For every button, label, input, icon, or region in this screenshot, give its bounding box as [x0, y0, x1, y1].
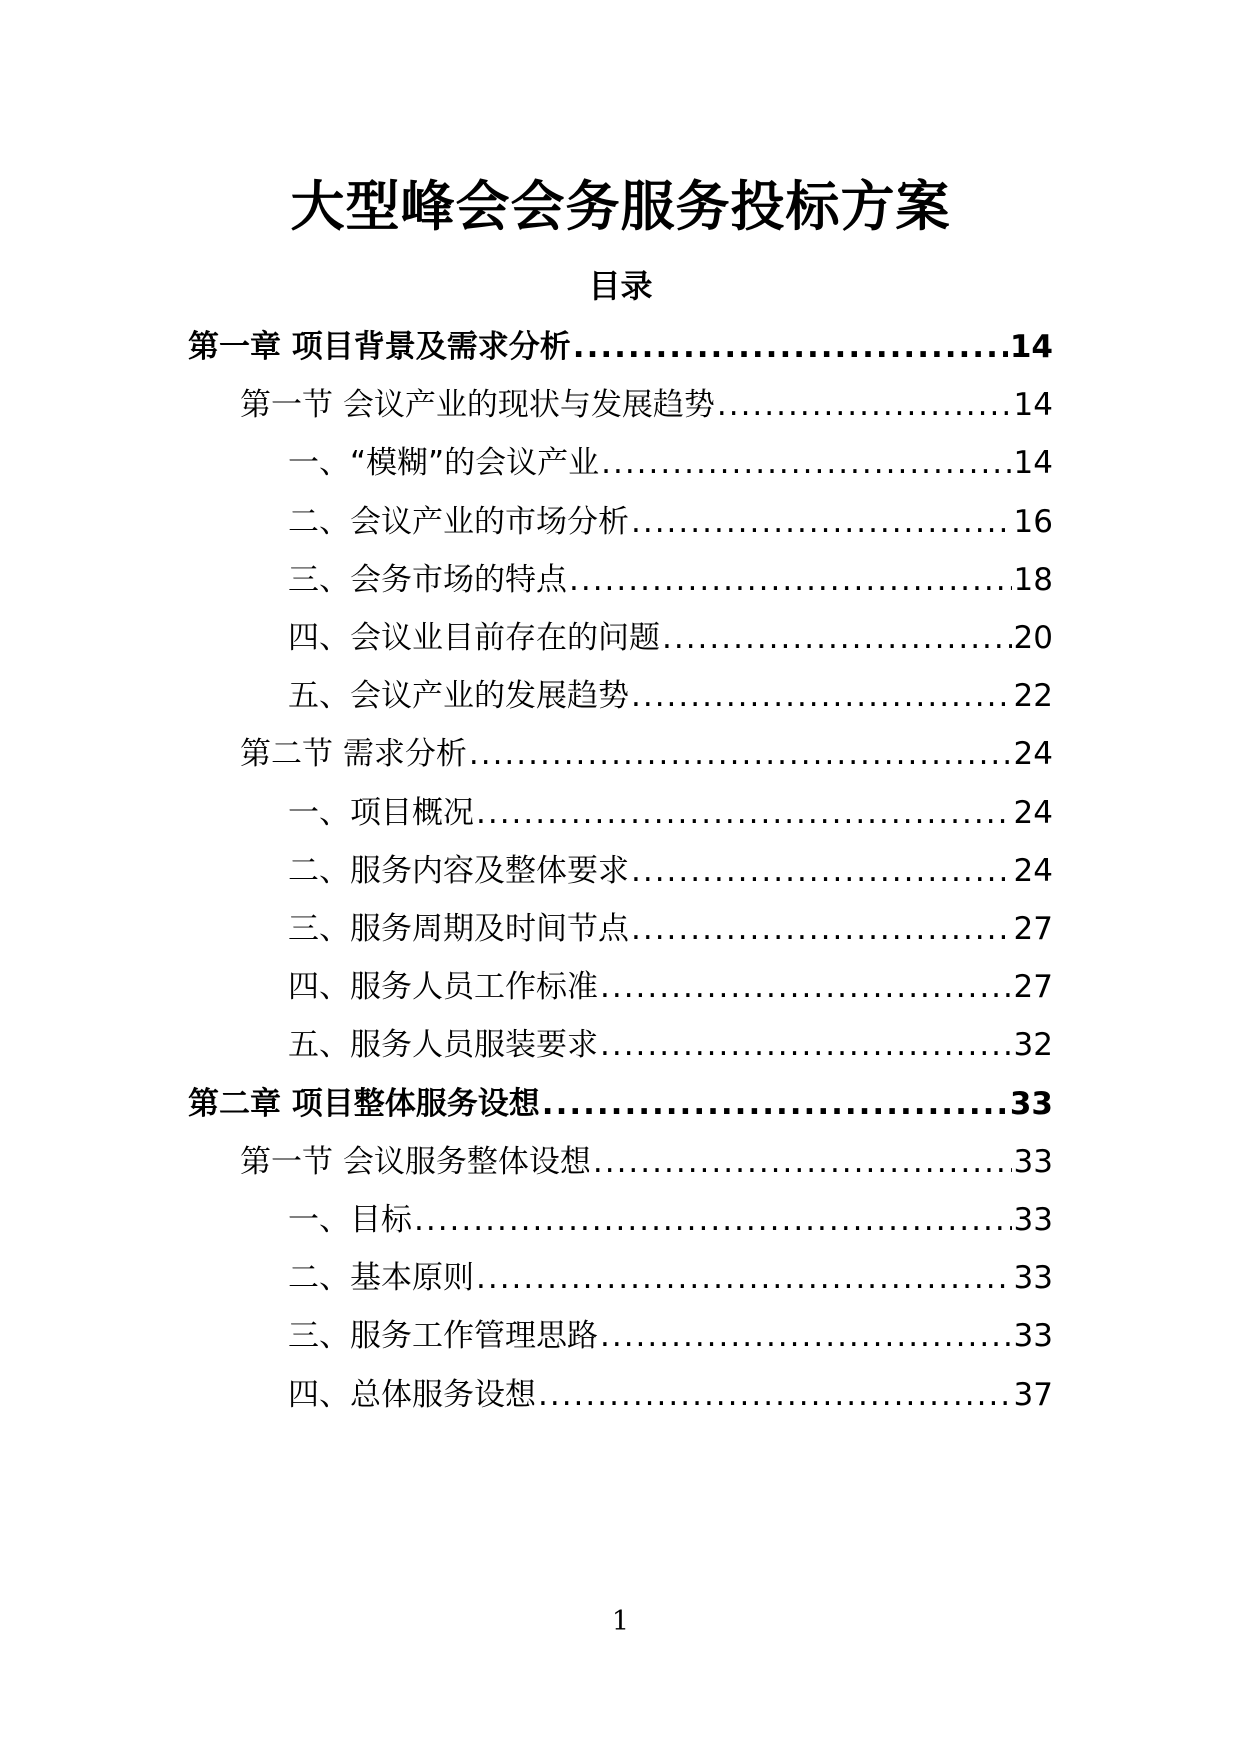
toc-entry-page-number: 33 [1009, 1085, 1053, 1122]
toc-heading: 目录 [588, 267, 653, 305]
toc-dot-leader [631, 671, 1012, 721]
toc-entry-label: 三、服务周期及时间节点 [288, 911, 629, 947]
toc-entry-level-2[interactable] [240, 380, 1053, 430]
toc-entry-page-number: 20 [1013, 620, 1053, 656]
toc-entry-page-number: 22 [1013, 678, 1053, 715]
toc-entry-label: 二、服务内容及整体要求 [288, 852, 629, 889]
toc-dot-leader [542, 1079, 1008, 1129]
toc-entry-level-3[interactable] [288, 497, 1053, 547]
toc-dot-leader [601, 438, 1011, 488]
toc-dot-leader [600, 962, 1012, 1012]
toc-entry-level-3[interactable] [288, 613, 1053, 663]
toc-entry-page-number: 37 [1013, 1376, 1053, 1413]
toc-entry-level-3[interactable] [288, 846, 1053, 896]
toc-entry-level-3[interactable] [288, 904, 1053, 954]
toc-entry-page-number: 14 [1013, 387, 1053, 424]
toc-entry-label: 四、总体服务设想 [288, 1376, 536, 1413]
toc-entry-label: 四、会议业目前存在的问题 [288, 620, 660, 656]
toc-entry-label: 五、会议产业的发展趋势 [288, 678, 629, 715]
toc-dot-leader [593, 1137, 1012, 1187]
toc-dot-leader [469, 729, 1012, 779]
toc-dot-leader [600, 1311, 1012, 1361]
toc-entry-level-1[interactable] [188, 1079, 1053, 1129]
toc-dot-leader [476, 1253, 1012, 1303]
toc-entry-label: 第二节 需求分析 [240, 736, 467, 773]
toc-entry-page-number: 24 [1013, 736, 1053, 773]
toc-entry-label: 第二章 项目整体服务设想 [188, 1085, 540, 1122]
toc-entry-label: 二、基本原则 [288, 1260, 474, 1297]
document-title: 大型峰会会务服务投标方案 [290, 175, 951, 238]
toc-entry-page-number: 32 [1013, 1027, 1053, 1064]
toc-dot-leader [717, 380, 1012, 430]
toc-entry-page-number: 24 [1013, 794, 1053, 831]
toc-entry-level-2[interactable] [240, 1137, 1053, 1187]
toc-entry-level-3[interactable] [288, 1195, 1053, 1245]
toc-entry-level-3[interactable] [288, 438, 1053, 488]
toc-dot-leader [414, 1195, 1012, 1245]
toc-entry-page-number: 16 [1013, 503, 1053, 540]
toc-entry-label: 第一节 会议产业的现状与发展趋势 [240, 387, 715, 424]
toc-entry-page-number: 33 [1013, 1318, 1053, 1355]
toc-entry-level-3[interactable] [288, 788, 1053, 838]
toc-dot-leader [538, 1370, 1012, 1420]
toc-entry-level-3[interactable] [288, 962, 1053, 1012]
toc-dot-leader [631, 497, 1012, 547]
toc-dot-leader [600, 1020, 1012, 1070]
toc-entry-page-number: 33 [1013, 1143, 1053, 1180]
toc-dot-leader [569, 555, 1012, 605]
toc-entry-page-number: 24 [1013, 852, 1053, 889]
toc-entry-page-number: 27 [1013, 911, 1053, 947]
toc-entry-level-3[interactable] [288, 671, 1053, 721]
toc-dot-leader [573, 322, 1008, 372]
toc-dot-leader [476, 788, 1012, 838]
toc-entry-label: 一、目标 [288, 1202, 412, 1238]
toc-entry-label: 一、项目概况 [288, 794, 474, 831]
toc-entry-level-3[interactable] [288, 1311, 1053, 1361]
toc-entry-label: 第一章 项目背景及需求分析 [188, 329, 571, 365]
toc-entry-label: 第一节 会议服务整体设想 [240, 1143, 591, 1180]
toc-entry-page-number: 33 [1013, 1260, 1053, 1297]
toc-dot-leader [631, 846, 1012, 896]
page-number: 1 [611, 1606, 630, 1637]
toc-entry-label: 二、会议产业的市场分析 [288, 503, 629, 540]
toc-entry-label: 一、“模糊”的会议产业 [288, 445, 600, 482]
toc-entry-label: 三、会务市场的特点 [288, 561, 567, 598]
toc-entry-page-number: 33 [1013, 1202, 1053, 1238]
toc-entry-page-number: 27 [1013, 969, 1053, 1006]
toc-entry-level-3[interactable] [288, 1020, 1053, 1070]
toc-entry-level-3[interactable] [288, 555, 1053, 605]
toc-entry-page-number: 14 [1009, 329, 1053, 365]
toc-entry-level-3[interactable] [288, 1253, 1053, 1303]
toc-entry-level-2[interactable] [240, 729, 1053, 779]
toc-entry-level-1[interactable] [188, 322, 1053, 372]
toc-entry-label: 五、服务人员服装要求 [288, 1027, 598, 1064]
toc-dot-leader [662, 613, 1012, 663]
toc-entry-label: 三、服务工作管理思路 [288, 1318, 598, 1355]
toc-entry-label: 四、服务人员工作标准 [288, 969, 598, 1006]
toc-dot-leader [631, 904, 1012, 954]
toc-entry-page-number: 18 [1013, 561, 1053, 598]
toc-entry-level-3[interactable] [288, 1370, 1053, 1420]
toc-entry-page-number: 14 [1013, 445, 1053, 482]
